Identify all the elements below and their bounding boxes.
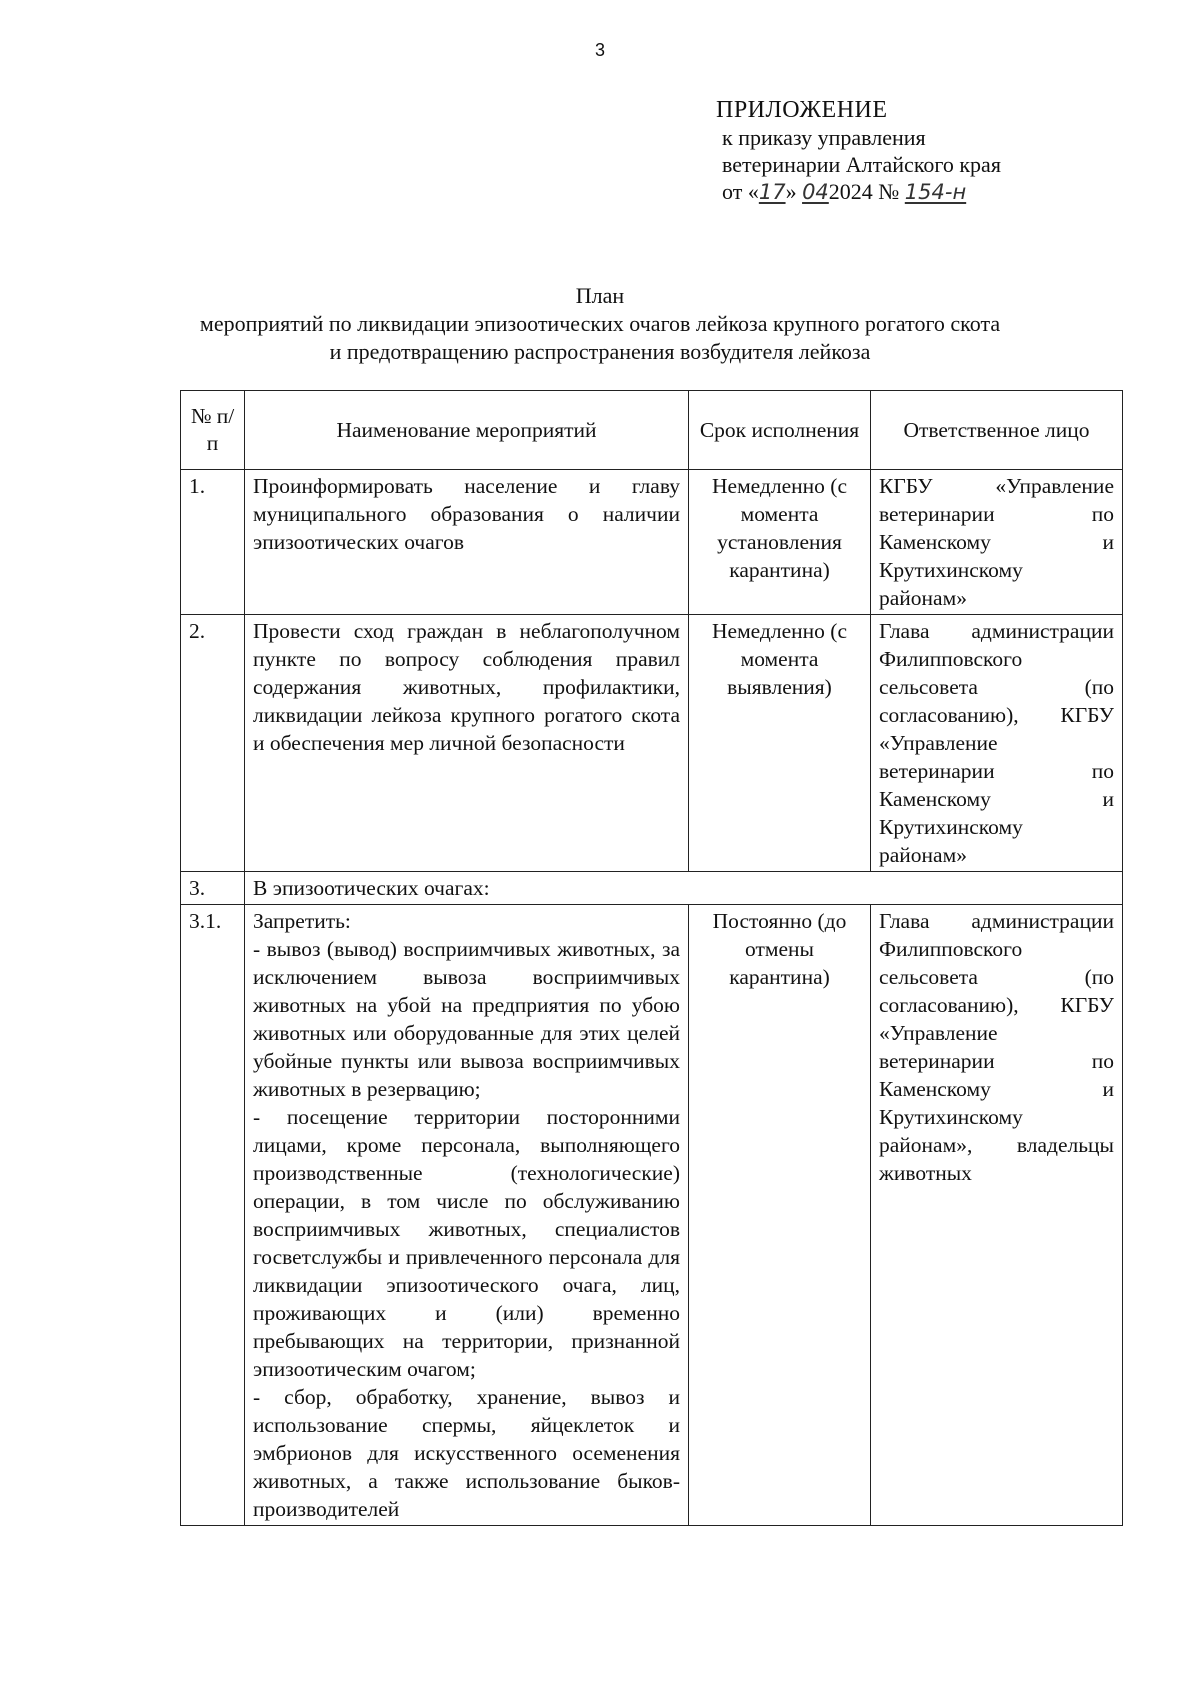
plan-title: План [575, 283, 625, 308]
header-num: № п/п [181, 391, 245, 470]
row-num: 3. [181, 872, 245, 905]
appendix-title: ПРИЛОЖЕНИЕ [716, 97, 888, 123]
table-row [181, 470, 1123, 615]
row-term: Немедленно (с момента выявления) [689, 615, 871, 872]
row-name-item-1: - вывоз (вывод) восприимчивых животных, за исключением вывоза восприимчивых животных на убой на предприятия по убою животных или оборудованные для этих целей убойные пункты или вывоза восприимчивых животных в резервацию; [253, 937, 680, 1101]
plan-subtitle-1: мероприятий по ликвидации эпизоотических очагов лейкоза крупного рогатого скота [199, 311, 1001, 336]
row-responsible: Глава администрации Филипповского сельсовета (по согласованию), КГБУ «Управление ветеринарии по Каменскому и Крутихинскому районам» [871, 615, 1123, 872]
row-responsible: КГБУ «Управление ветеринарии по Каменскому и Крутихинскому районам» [871, 470, 1123, 615]
plan-heading [0, 282, 1200, 366]
date-mid: » [785, 179, 797, 204]
row-responsible: Глава администрации Филипповского сельсовета (по согласованию), КГБУ «Управление ветеринарии по Каменскому и Крутихинскому районам», владельцы животных [871, 905, 1123, 1526]
handwritten-day: 17 [758, 180, 786, 204]
row-name-item-3: - сбор, обработку, хранение, вывоз и использование спермы, яйцеклеток и эмбрионов для искусственного осеменения животных, а также использование быков-производителей [253, 1385, 680, 1521]
row-name-item-2: - посещение территории посторонними лицами, кроме персонала, выполняющего производственные (технологические) операции, в том числе по обслуживанию восприимчивых животных, специалистов госветслужбы и привлеченного персонала для ликвидации эпизоотического очага, лиц, проживающих и (или) временно пребывающих на территории, признанной эпизоотическим очагом; [253, 1105, 680, 1381]
row-num: 1. [181, 470, 245, 615]
row-name-intro: Запретить: [253, 909, 351, 933]
page-number: 3 [594, 40, 605, 60]
header-term: Срок исполнения [689, 391, 871, 470]
date-year: 2024 № [828, 179, 900, 204]
header-responsible: Ответственное лицо [871, 391, 1123, 470]
row-name: В эпизоотических очагах: [245, 872, 1123, 905]
measures-table [180, 390, 1123, 1526]
table-row [181, 872, 1123, 905]
appendix-line-1: к приказу управления [722, 125, 926, 150]
appendix-block [716, 97, 1001, 206]
appendix-line-2: ветеринарии Алтайского края [722, 152, 1001, 177]
handwritten-order-number: 154-н [904, 180, 967, 204]
row-num: 2. [181, 615, 245, 872]
row-term: Немедленно (с момента установления карантина) [689, 470, 871, 615]
plan-subtitle-2: и предотвращению распространения возбудителя лейкоза [329, 339, 871, 364]
row-term: Постоянно (до отмены карантина) [689, 905, 871, 1526]
row-name: Провести сход граждан в неблагополучном пункте по вопросу соблюдения правил содержания животных, профилактики, ликвидации лейкоза крупного рогатого скота и обеспечения мер личной безопасности [245, 615, 689, 872]
table-row [181, 615, 1123, 872]
date-prefix: от « [722, 179, 759, 204]
row-name [245, 905, 689, 1526]
table-header-row [181, 391, 1123, 470]
header-name: Наименование мероприятий [245, 391, 689, 470]
row-num: 3.1. [181, 905, 245, 1526]
appendix-date-line [716, 178, 1001, 206]
handwritten-month: 04 [802, 180, 829, 204]
table-row [181, 905, 1123, 1526]
row-name: Проинформировать население и главу муниципального образования о наличии эпизоотических очагов [245, 470, 689, 615]
